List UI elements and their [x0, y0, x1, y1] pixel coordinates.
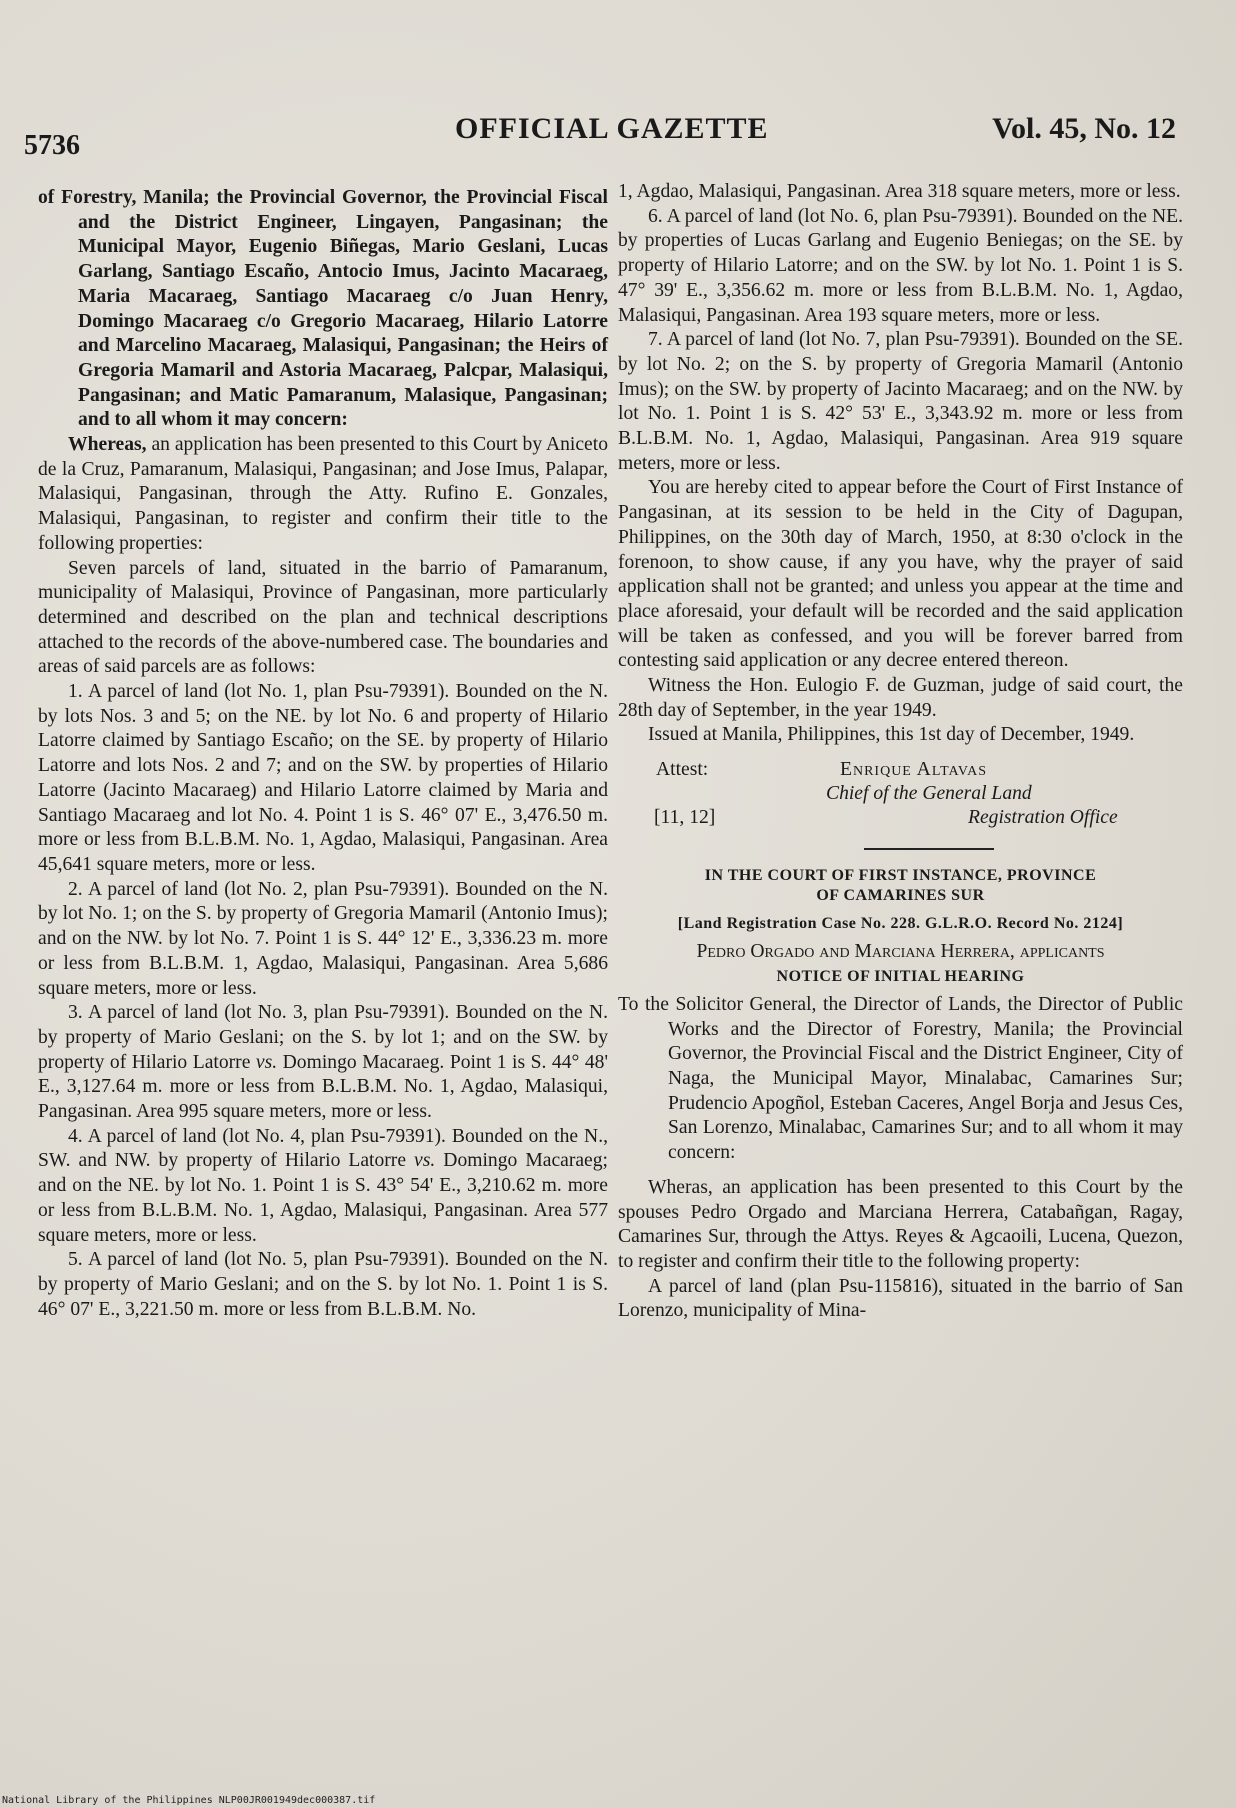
issued-paragraph: Issued at Manila, Philippines, this 1st day of December, 1949. [648, 724, 1135, 746]
addressees: of Forestry, Manila; the Provincial Governor, the Provincial Fiscal and the District Engineer, Lingayen, Pangasinan; the Municipal Mayor, Eugenio Biñegas, Mario Geslani, Lucas Garlang, Santiago Escaño, Antocio Imus, Jacinto Macaraeg, Maria Macaraeg, Santiago Macaraeg c/o Juan Henry, Domingo Macaraeg c/o Gregorio Macaraeg, Hilario Latorre and Marcelino Macaraeg, Malasiqui, Pangasinan; the Heirs of Gregoria Mamaril and Astoria Macaraeg, Palcpar, Malasiqui, Pangasinan; and Matic Pamaranum, Malasique, Pangasinan; and to all whom it may concern: [38, 187, 608, 431]
parcel-2: 2. A parcel of land (lot No. 2, plan Psu-79391). Bounded on the N. by lot No. 1; on the S. by property of Gregoria Mamaril (Antonio Imus); and on the NW. by lot No. 7. Point 1 is S. 44° 12' E., 3,336.23 m. more or less from B.L.B.M. 1, Agdao, Malasiqui, Pangasinan. Area 5,686 square meters, more or less. [38, 878, 608, 999]
parcel-4-text-b: Domingo Macaraeg; and on the NE. by lot No. 1. Point 1 is S. 43° 54' E., 3,210.62 m. more or less from B.L.B.M. No. 1, Agdao, Malasiqui, Pangasinan. Area 577 square meters, more or less. [38, 1150, 608, 1246]
page-number: 5736 [24, 130, 80, 161]
whereas-text: an application has been presented to this Court by Aniceto de la Cruz, Pamaranum, Malasiqui, Pangasinan; and Jose Imus, Palapar, Malasiqui, Pangasinan, through the Atty. Rufino E. Gonzales, Malasiqui, Pangasinan, to register and confirm their title to the following properties: [38, 434, 608, 554]
page-header [0, 108, 1236, 161]
wheras-paragraph: Wheras, an application has been presented to this Court by the spouses Pedro Orgado and Marciana Herrera, Catabañgan, Ragay, Camarines Sur, through the Attys. Reyes & Agcaoili, Lucena, Quezon, to register and confirm their title to the following property: [618, 1176, 1183, 1272]
court-heading-1: IN THE COURT OF FIRST INSTANCE, PROVINCE [704, 867, 1097, 885]
parcel-6: 6. A parcel of land (lot No. 6, plan Psu-79391). Bounded on the NE. by properties of Lucas Garlang and Eugenio Beniegas; on the SE. by property of Hilario Latorre; and on the SW. by lot No. 1. Point 1 is S. 47° 39' E., 3,356.62 m. more or less from B.L.B.M. No. 1, Agdao, Malasiqui, Pangasinan. Area 193 square meters, more or less. [618, 205, 1183, 326]
parcel-4-vs: vs. [414, 1150, 436, 1172]
attest-name: Enrique Altavas [840, 759, 988, 781]
left-column [38, 186, 608, 1322]
parcel-3 [38, 1001, 608, 1125]
gazette-title: OFFICIAL GAZETTE [455, 112, 769, 145]
case-reference: [Land Registration Case No. 228. G.L.R.O. Record No. 2124] [677, 915, 1124, 933]
parcel-4-text-a: 4. A parcel of land (lot No. 4, plan Psu-79391). Bounded on the N., SW. and NW. by property of Hilario Latorre [38, 1125, 608, 1172]
attestation-block [618, 758, 1183, 830]
section-divider [864, 848, 994, 850]
court-heading-2: OF CAMARINES SUR [816, 887, 985, 905]
parcel-5: 5. A parcel of land (lot No. 5, plan Psu-79391). Bounded on the N. by property of Mario Geslani; and on the S. by lot No. 1. Point 1 is S. 46° 07' E., 3,221.50 m. more or less from B.L.B.M. No. [38, 1249, 608, 1320]
parcel-7: 7. A parcel of land (lot No. 7, plan Psu-79391). Bounded on the SE. by lot No. 2; on the S. by property of Gregoria Mamaril (Antonio Imus); on the SW. by property of Jacinto Macaraeg; and on the NW. by lot No. 1. Point 1 is S. 42° 53' E., 3,343.92 m. more or less from B.L.B.M. No. 1, Agdao, Malasiqui, Pangasinan. Area 919 square meters, more or less. [618, 329, 1183, 474]
whereas-label: Whereas, [68, 434, 147, 456]
parcel-1: 1. A parcel of land (lot No. 1, plan Psu-79391). Bounded on the N. by lots Nos. 3 and 5; on the NE. by lot No. 6 and property of Hilario Latorre claimed by Santiago Escaño; on the SE. by property of Hilario Latorre and lots Nos. 2 and 7; and on the SW. by properties of Hilario Latorre (Jacinto Macaraeg) and Hilario Latorre claimed by Maria and Santiago Macaraeg and lot No. 4. Point 1 is S. 46° 07' E., 3,476.50 m. more or less from B.L.B.M. No. 1, Agdao, Malasiqui, Pangasinan. Area 45,641 square meters, more or less. [38, 681, 608, 875]
issue-reference: [11, 12] [654, 807, 716, 829]
applicants-line: Pedro Orgado and Marciana Herrera, applicants [696, 941, 1105, 963]
seven-parcels-paragraph: Seven parcels of land, situated in the barrio of Pamaranum, municipality of Malasiqui, Province of Pangasinan, more particularly determined and described on the plan and technical descriptions attached to the records of the above-numbered case. The boundaries and areas of said parcels are as follows: [38, 557, 608, 678]
parcel-description: A parcel of land (plan Psu-115816), situated in the barrio of San Lorenzo, municipality of Mina- [618, 1275, 1183, 1322]
whereas-paragraph [38, 433, 608, 557]
notice-addressees: To the Solicitor General, the Director of Lands, the Director of Public Works and the Director of Forestry, Manila; the Provincial Governor, the Provincial Fiscal and the District Engineer, City of Naga, the Municipal Mayor, Minalabac, Camarines Sur; Prudencio Apogñol, Esteban Caceres, Angel Borja and Jesus Ces, San Lorenzo, Minalabac, Camarines Sur; and to all whom it may concern: [618, 993, 1183, 1164]
volume-number: Vol. 45, No. 12 [992, 112, 1176, 145]
parcel-3-text-b: Domingo Macaraeg. Point 1 is S. 44° 48' E., 3,127.64 m. more or less from B.L.B.M. No. 1, Agdao, Malasiqui, Pangasinan. Area 995 square meters, more or less. [38, 1051, 608, 1123]
parcel-3-text-a: 3. A parcel of land (lot No. 3, plan Psu-79391). Bounded on the N. by property of Mario Geslani; on the S. by lot 1; and on the SW. by property of Hilario Latorre [38, 1002, 608, 1073]
scan-footer: National Library of the Philippines NLP00JR001949dec000387.tif [2, 1795, 376, 1806]
notice-heading: NOTICE OF INITIAL HEARING [776, 967, 1025, 985]
parcel-3-vs: vs. [255, 1051, 278, 1073]
citation-paragraph: You are hereby cited to appear before the Court of First Instance of Pangasinan, at its session to be held in the City of Dagupan, Philippines, on the 30th day of March, 1950, at 8:30 o'clock in the forenoon, to show cause, if any you have, why the prayer of said application shall not be granted; and unless you appear at the time and place aforesaid, your default will be recorded and the said application will be taken as confessed, and you will be forever barred from contesting said application or any decree entered thereon. [618, 477, 1183, 672]
right-column [618, 180, 1183, 1324]
attest-label: Attest: [656, 759, 709, 781]
parcel-4 [38, 1125, 608, 1249]
attest-title-1: Chief of the General Land [826, 783, 1032, 805]
witness-paragraph: Witness the Hon. Eulogio F. de Guzman, judge of said court, the 28th day of September, in the year 1949. [618, 675, 1183, 721]
parcel-5-continued: 1, Agdao, Malasiqui, Pangasinan. Area 318 square meters, more or less. [618, 181, 1181, 202]
attest-title-2: Registration Office [968, 807, 1118, 829]
